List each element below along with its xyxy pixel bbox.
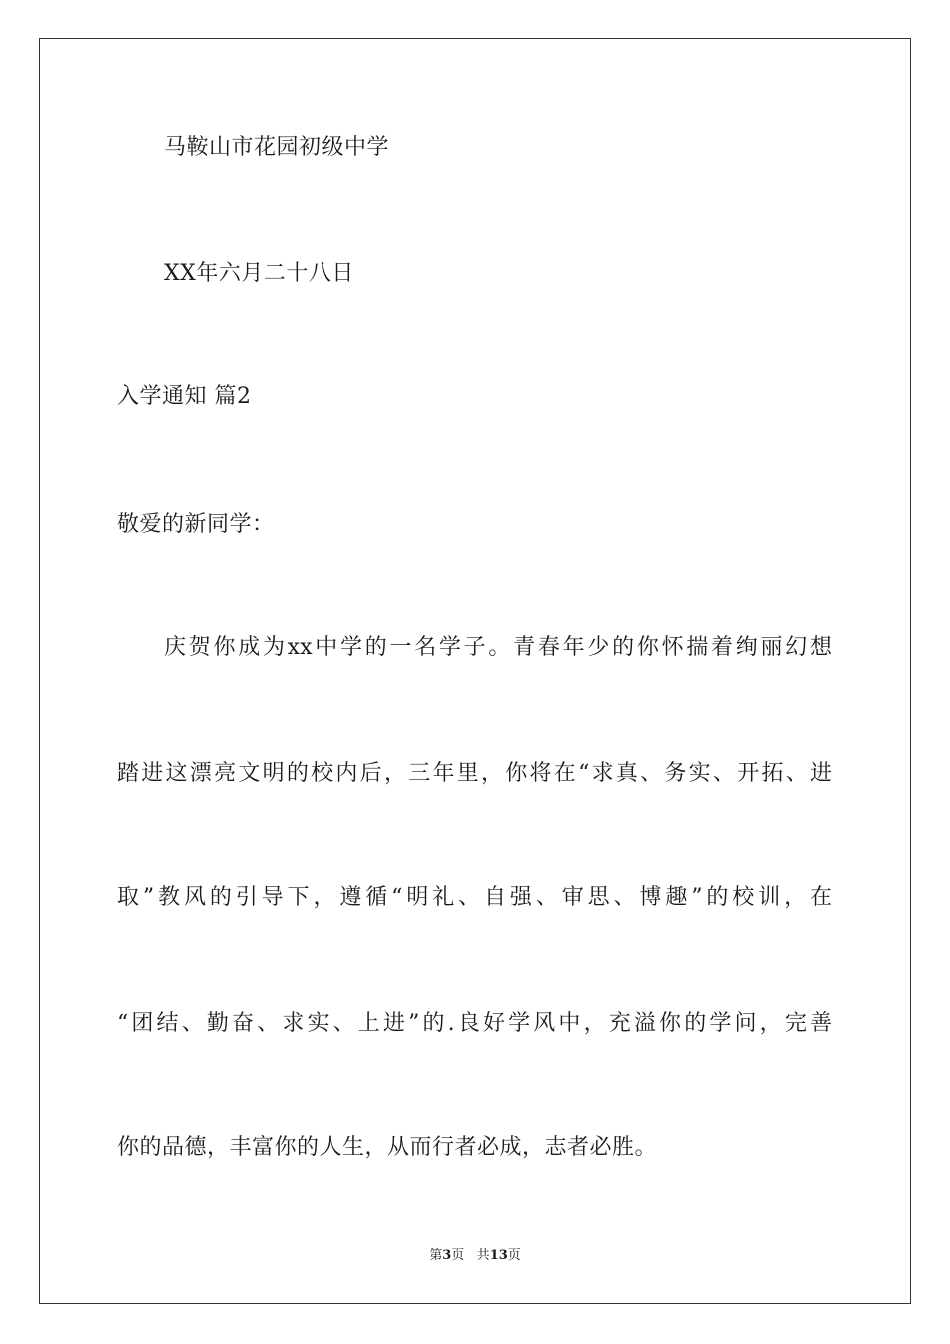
footer-page-number: 3 xyxy=(442,1248,452,1263)
footer-page-prefix: 第 xyxy=(429,1248,443,1263)
footer-page-suffix: 页 xyxy=(451,1248,465,1263)
footer-total-pages: 13 xyxy=(489,1248,508,1263)
page-border xyxy=(39,38,911,1304)
page-footer xyxy=(0,1247,950,1265)
paragraph-line: 踏进这漂亮文明的校内后，三年里，你将在“求真、务实、开拓、进 xyxy=(117,761,832,786)
footer-total-suffix: 页 xyxy=(507,1248,521,1263)
paragraph-line: “团结、勤奋、求实、上进”的.良好学风中，充溢你的学问，完善 xyxy=(117,1011,832,1036)
paragraph-line: 庆贺你成为xx中学的一名学子。青春年少的你怀揣着绚丽幻想 xyxy=(164,635,832,660)
salutation: 敬爱的新同学： xyxy=(117,512,275,537)
footer-total-prefix: 共 xyxy=(476,1248,490,1263)
paragraph-line: 你的品德，丰富你的人生，从而行者必成，志者必胜。 xyxy=(117,1135,658,1160)
school-name: 马鞍山市花园初级中学 xyxy=(164,135,390,160)
date-line: XX年六月二十八日 xyxy=(164,261,354,286)
section-heading: 入学通知 篇2 xyxy=(117,384,252,409)
paragraph-line: 取”教风的引导下，遵循“明礼、自强、审思、博趣”的校训，在 xyxy=(117,885,832,910)
